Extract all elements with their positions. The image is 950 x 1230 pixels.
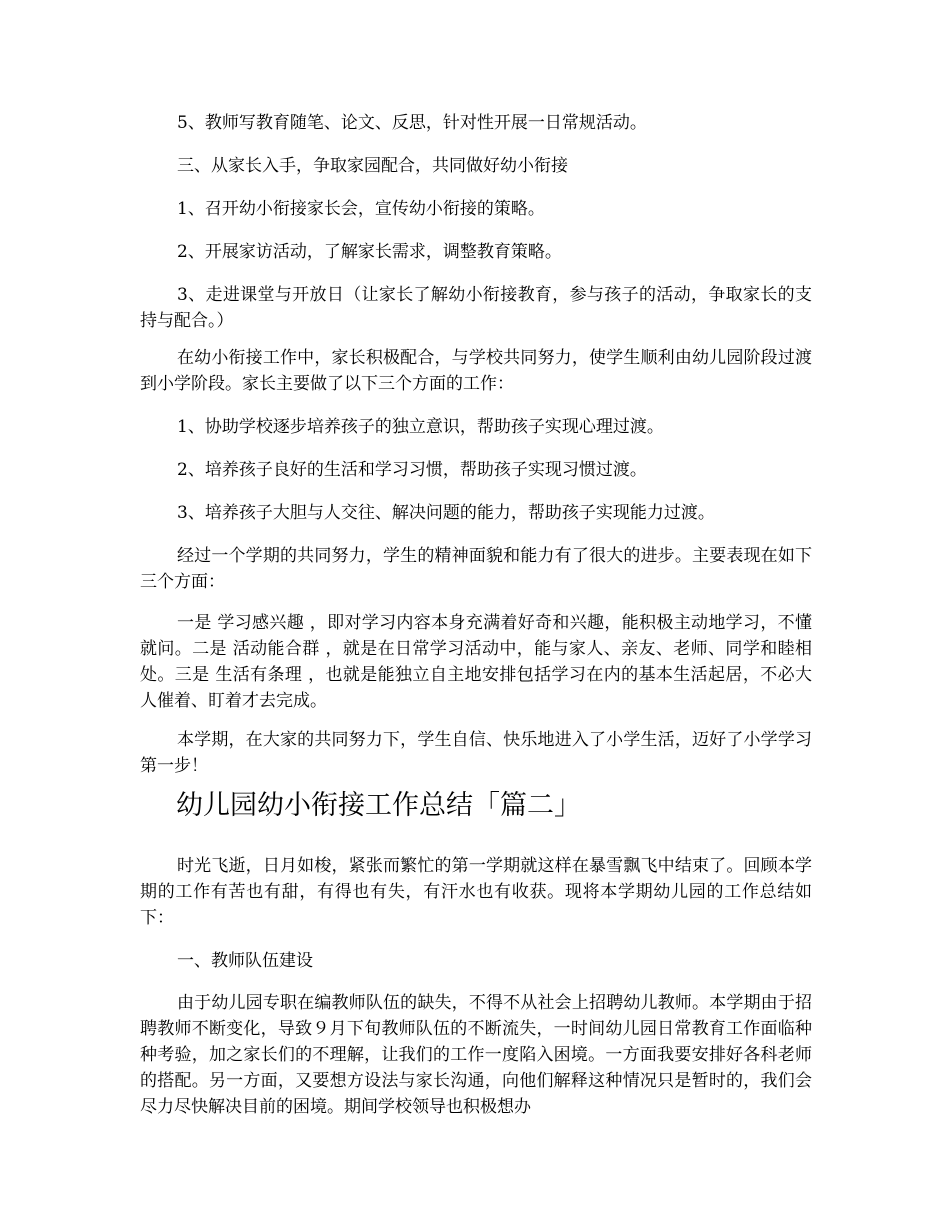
paragraph-parent-item-2 bbox=[140, 457, 812, 483]
paragraph-text: 由于幼儿园专职在编教师队伍的缺失，不得不从社会上招聘幼儿教师。本学期由于招聘教师不断变化，导致９月下旬教师队伍的不断流失，一时间幼儿园日常教育工作面临种种考验，加之家长们的不理解，让我们的工作一度陷入困境。一方面我要安排好各科老师的搭配。另一方面，又要想方设法与家长沟通，向他们解释这种情况只是暂时的，我们会尽力尽快解决目前的困境。期间学校领导也积极想办 bbox=[140, 993, 812, 1117]
paragraph-text: 经过一个学期的共同努力，学生的精神面貌和能力有了很大的进步。主要表现在如下三个方面： bbox=[140, 546, 812, 592]
section-heading: 幼儿园幼小衔接工作总结「篇二」 bbox=[176, 790, 581, 821]
paragraph-text: 在幼小衔接工作中，家长积极配合，与学校共同努力，使学生顺利由幼儿园阶段过渡到小学阶段。家长主要做了以下三个方面的工作： bbox=[140, 348, 812, 394]
paragraph-text: 2、开展家访活动，了解家长需求，调整教育策略。 bbox=[177, 242, 562, 262]
paragraph-text: 一、教师队伍建设 bbox=[177, 951, 313, 971]
section-three-title bbox=[140, 153, 812, 179]
paragraph-item-3 bbox=[140, 282, 812, 334]
paragraph-parent-item-3 bbox=[140, 500, 812, 526]
paragraph-item-5 bbox=[140, 110, 812, 136]
paragraph-text: 一是 学习感兴趣 ，即对学习内容本身充满着好奇和兴趣，能积极主动地学习，不懂就问。二是 活动能合群 ，就是在日常学习活动中，能与家人、亲友、老师、同学和睦相处。三是 生活有条理 ，也就是能独立自主地安排包括学习在内的基本生活起居，不必大人催着、盯着才去完成。 bbox=[140, 613, 812, 711]
subsection-title-teacher-team bbox=[140, 948, 812, 974]
paragraph-text: 5、教师写教育随笔、论文、反思，针对性开展一日常规活动。 bbox=[177, 113, 647, 133]
paragraph-parent-cooperation bbox=[140, 345, 812, 397]
paragraph-text: 3、走进课堂与开放日（让家长了解幼小衔接教育，参与孩子的活动，争取家长的支持与配合。） bbox=[140, 285, 812, 331]
paragraph-text: 3、培养孩子大胆与人交往、解决问题的能力，帮助孩子实现能力过渡。 bbox=[177, 503, 715, 523]
paragraph-text: 本学期，在大家的共同努力下，学生自信、快乐地进入了小学生活，迈好了小学学习第一步！ bbox=[140, 730, 812, 776]
paragraph-three-aspects bbox=[140, 610, 812, 714]
paragraph-text: 三、从家长入手，争取家园配合，共同做好幼小衔接 bbox=[177, 156, 568, 176]
paragraph-text: 时光飞逝，日月如梭，紧张而繁忙的第一学期就这样在暴雪飘飞中结束了。回顾本学期的工作有苦也有甜，有得也有失，有汗水也有收获。现将本学期幼儿园的工作总结如下： bbox=[140, 856, 812, 928]
paragraph-text: 1、协助学校逐步培养孩子的独立意识，帮助孩子实现心理过渡。 bbox=[177, 417, 664, 437]
paragraph-semester-conclusion bbox=[140, 727, 812, 779]
paragraph-text: 1、召开幼小衔接家长会，宣传幼小衔接的策略。 bbox=[177, 199, 545, 219]
paragraph-teacher-team bbox=[140, 990, 812, 1120]
paragraph-item-2 bbox=[140, 239, 812, 265]
paragraph-intro bbox=[140, 853, 812, 931]
paragraph-item-1 bbox=[140, 196, 812, 222]
paragraph-parent-item-1 bbox=[140, 414, 812, 440]
paragraph-progress bbox=[140, 543, 812, 595]
paragraph-text: 2、培养孩子良好的生活和学习习惯，帮助孩子实现习惯过渡。 bbox=[177, 460, 647, 480]
